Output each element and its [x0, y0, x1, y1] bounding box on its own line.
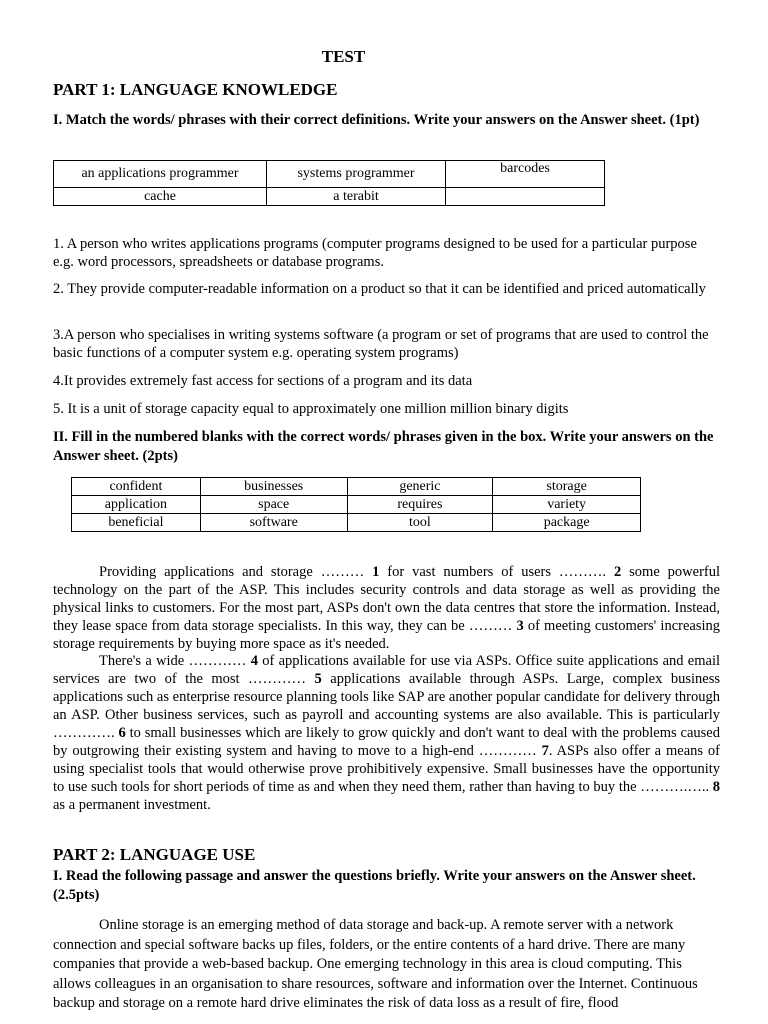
passage-text: of meeting customers' increasing storage requirements by buying more space as it's needed.	[53, 618, 720, 652]
word-box-cell: software	[200, 514, 347, 532]
passage-text: some powerful technology on the part of the ASP. This includes security controls and data storage as well as providing the physical links to customers. For the most part, ASPs don't own the data centres that store the information. Instead, they lease space from data storage specialists. In this way, they can be ………	[53, 564, 721, 634]
word-box-table	[71, 477, 641, 532]
blank-number: 2	[613, 564, 622, 580]
definition-item: 4.It provides extremely fast access for sections of a program and its data	[53, 373, 473, 389]
part2-heading: PART 2: LANGUAGE USE	[53, 845, 256, 864]
cloze-paragraph-1	[53, 563, 720, 653]
match-word-cell: an applications programmer	[54, 161, 267, 188]
word-box-cell: space	[200, 496, 347, 514]
blank-number: 6	[118, 725, 126, 741]
word-box-cell: beneficial	[72, 514, 201, 532]
blank-number: 8	[712, 779, 720, 795]
word-box-cell: application	[72, 496, 201, 514]
passage-text: There's a wide …………	[99, 653, 251, 669]
definition-item: 1. A person who writes applications programs (computer programs designed to be used for a particular purpose e.g. word processors, spreadsheets or database programs.	[53, 236, 697, 270]
reading-passage: Online storage is an emerging method of data storage and back-up. A remote server with a network connection and special software backs up files, folders, or the entire contents of a hard drive. There are many companies that provide a web-based backup. One emerging technology in this area is cloud computing. This allows colleagues in an organisation to share resources, software and information over the Internet. Continuous backup and storage on a remote hard drive eliminates the risk of data loss as a result of fire, flood	[53, 917, 698, 1011]
word-box-cell: package	[493, 514, 641, 532]
word-box-cell: confident	[72, 478, 201, 496]
passage-text: to small businesses which are likely to grow quickly and don't want to deal with the problems caused by outgrowing their existing system and having to move to a high-end …………	[53, 725, 720, 759]
blank-number: 5	[314, 671, 322, 687]
word-box-cell: variety	[493, 496, 641, 514]
passage-text: as a permanent investment.	[53, 797, 211, 813]
word-box-cell: requires	[347, 496, 493, 514]
blank-number: 3	[516, 618, 524, 634]
blank-number: 1	[372, 564, 380, 580]
definition-item: 3.A person who specialises in writing systems software (a program or set of programs that are used to control the basic functions of a computer system e.g. operating system programs)	[53, 327, 709, 361]
passage-text: . ASPs also offer a means of using specialist tools that would otherwise prove prohibitively expensive. Small businesses have the opportunity to use such tools for short periods of time as and when they need them, rather than having to buy the ……….…..	[53, 743, 720, 795]
match-word-cell: cache	[54, 188, 267, 206]
match-word-cell: barcodes	[446, 161, 605, 188]
word-box-cell: tool	[347, 514, 493, 532]
passage-text: of applications available for use via ASPs. Office suite applications and email services are two of the most …………	[53, 653, 721, 687]
match-word-cell: a terabit	[267, 188, 446, 206]
definition-item: 5. It is a unit of storage capacity equal to approximately one million million binary digits	[53, 401, 569, 417]
part1-heading: PART 1: LANGUAGE KNOWLEDGE	[53, 80, 338, 99]
blank-number: 7	[541, 743, 549, 759]
passage-text: applications available through ASPs. Large, complex business applications such as enterprise resource planning tools like SAP are another popular candidate for delivery through an ASP. Other business services, such as payroll and accounting systems are also available. This is particularly ………….	[53, 671, 720, 741]
part1-section1-instruction: I. Match the words/ phrases with their correct definitions. Write your answers on the Answer sheet. (1pt)	[53, 112, 700, 128]
part1-section2-instruction: II. Fill in the numbered blanks with the correct words/ phrases given in the box. Write your answers on the Answer sheet. (2pts)	[53, 429, 714, 464]
match-word-cell: systems programmer	[267, 161, 446, 188]
definition-item: 2. They provide computer-readable information on a product so that it can be identified and priced automatically	[53, 281, 706, 297]
word-box-cell: businesses	[200, 478, 347, 496]
blank-number: 4	[250, 653, 258, 669]
cloze-paragraph-2	[53, 652, 720, 814]
match-word-cell	[446, 188, 605, 206]
page-title: TEST	[321, 47, 366, 66]
word-box-cell: storage	[493, 478, 641, 496]
word-box-cell: generic	[347, 478, 493, 496]
passage-text: for vast numbers of users ……….	[379, 564, 614, 580]
passage-text: Providing applications and storage ………	[99, 564, 373, 580]
part2-section1-instruction: I. Read the following passage and answer the questions briefly. Write your answers on the Answer sheet.(2.5pts)	[53, 868, 696, 903]
match-words-table	[53, 160, 605, 206]
